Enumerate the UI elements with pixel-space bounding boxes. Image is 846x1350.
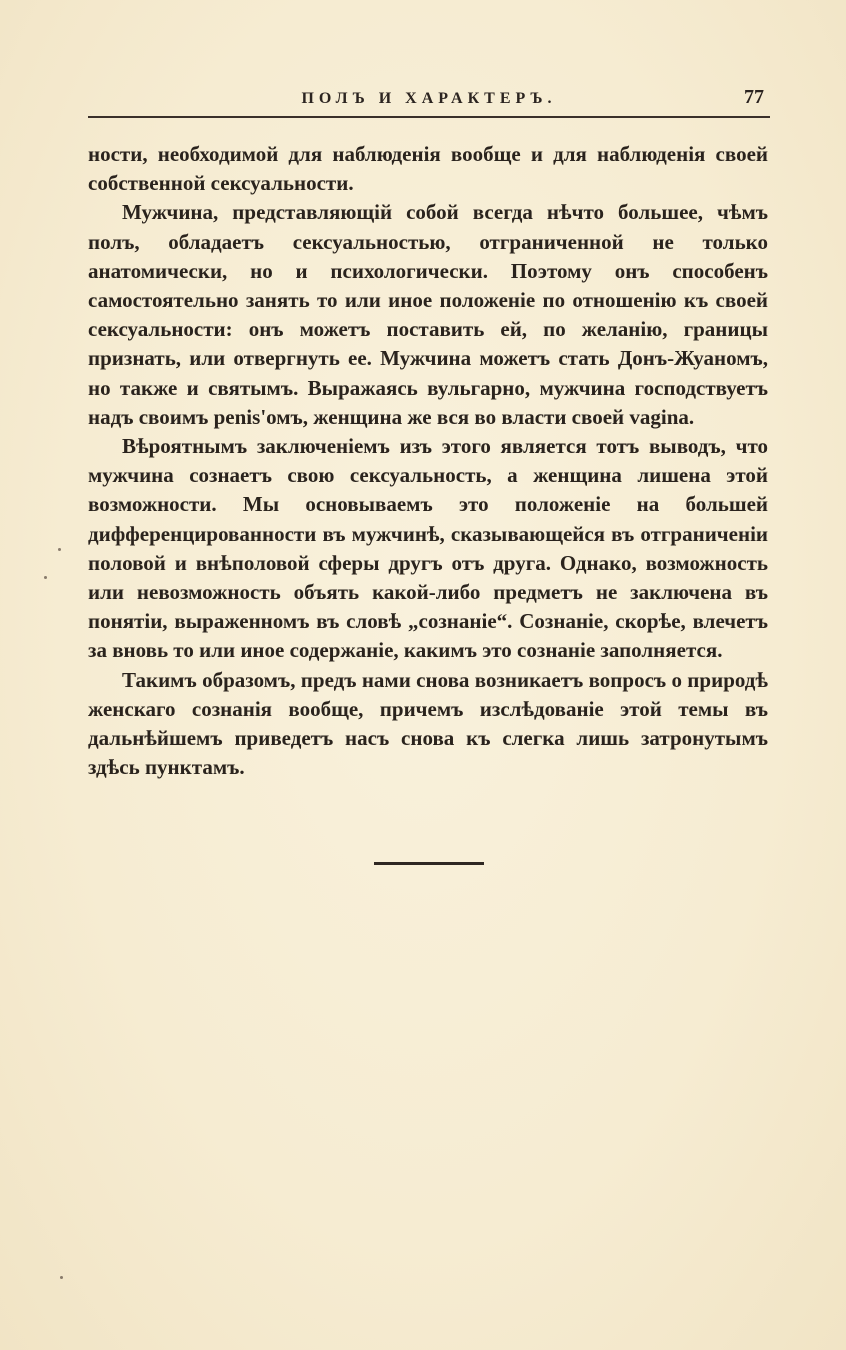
section-end-rule <box>374 862 484 865</box>
paragraph: Мужчина, представляющій собой всегда нѣчто большее, чѣмъ полъ, обладаетъ сексуальностью, отграниченной не только анатомически, но и психологически. Поэтому онъ способенъ самостоятельно занять то или иное положеніе по отношенію къ своей сексуальности: онъ можетъ поставить ей, по желанію, границы признать, или отвергнуть ее. Мужчина можетъ стать Донъ-Жуаномъ, но также и святымъ. Выражаясь вульгарно, мужчина господствуетъ надъ своимъ penis'омъ, женщина же вся во власти своей vagina. <box>88 200 768 429</box>
paper-speck <box>58 548 61 551</box>
running-title: ПОЛЪ И ХАРАКТЕРЪ. <box>301 90 557 107</box>
body-text <box>88 140 768 782</box>
paper-speck <box>44 576 47 579</box>
paragraph: Такимъ образомъ, предъ нами снова возникаетъ вопросъ о природѣ женскаго сознанія вообще, причемъ изслѣдованіе этой темы въ дальнѣйшемъ приведетъ насъ снова къ слегка лишь затронутымъ здѣсь пунктамъ. <box>88 667 768 780</box>
paragraph: Вѣроятнымъ заключеніемъ изъ этого является тотъ выводъ, что мужчина сознаетъ свою сексуальность, а женщина лишена этой возможности. Мы основываемъ это положеніе на большей дифференцированности въ мужчинѣ, сказывающейся въ отграниченіи половой и внѣполовой сферы другъ отъ друга. Однако, возможность или невозможность объять какой-либо предметъ не заключена въ понятіи, выраженномъ въ словѣ „сознаніе“. Сознаніе, скорѣе, влечетъ за вновь то или иное содержаніе, какимъ это сознаніе заполняется. <box>88 434 768 663</box>
header-rule <box>88 116 770 118</box>
running-head <box>88 86 770 120</box>
paragraph-continuation: ности, необходимой для наблюденія вообще и для наблюденія своей собственной сексуальности. <box>88 142 768 196</box>
page-number: 77 <box>744 86 764 108</box>
paper-speck <box>60 1276 63 1279</box>
